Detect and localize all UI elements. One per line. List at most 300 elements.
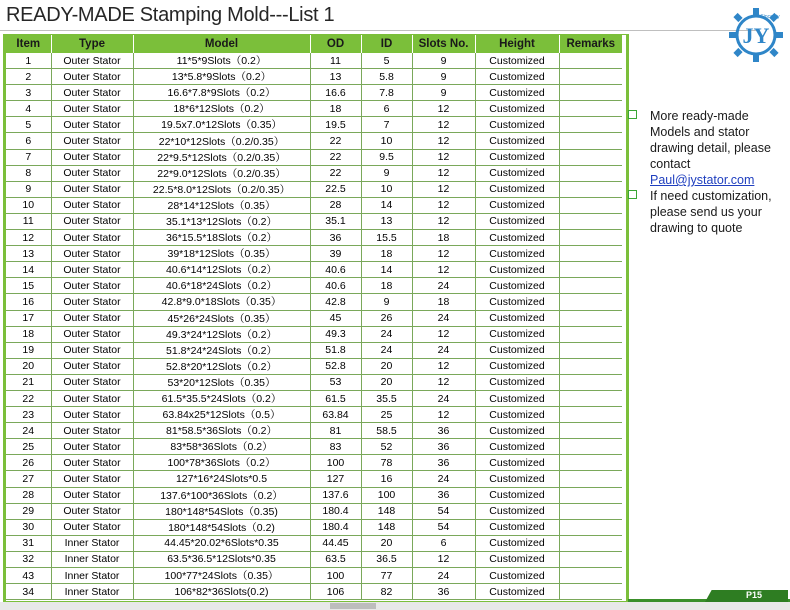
header-od: OD <box>310 35 361 53</box>
cell-slots: 12 <box>412 213 475 229</box>
cell-type: Outer Stator <box>51 278 133 294</box>
cell-od: 28 <box>310 197 361 213</box>
cell-od: 63.84 <box>310 407 361 423</box>
cell-id: 52 <box>361 439 412 455</box>
cell-type: Outer Stator <box>51 213 133 229</box>
cell-height: Customized <box>475 85 559 101</box>
cell-item: 4 <box>6 101 51 117</box>
page-number: P15 <box>746 590 763 600</box>
cell-type: Outer Stator <box>51 262 133 278</box>
cell-slots: 36 <box>412 487 475 503</box>
cell-slots: 12 <box>412 551 475 567</box>
cell-model: 40.6*18*24Slots（0.2） <box>133 278 310 294</box>
cell-remarks <box>559 326 622 342</box>
cell-id: 82 <box>361 584 412 600</box>
cell-id: 148 <box>361 519 412 535</box>
cell-slots: 12 <box>412 117 475 133</box>
cell-od: 35.1 <box>310 213 361 229</box>
header-model: Model <box>133 35 310 53</box>
cell-model: 28*14*12Slots（0.35） <box>133 197 310 213</box>
cell-item: 10 <box>6 197 51 213</box>
cell-height: Customized <box>475 551 559 567</box>
cell-model: 100*78*36Slots（0.2） <box>133 455 310 471</box>
cell-remarks <box>559 213 622 229</box>
table-row <box>6 213 622 229</box>
table-row <box>6 487 622 503</box>
cell-item: 30 <box>6 519 51 535</box>
cell-item: 29 <box>6 503 51 519</box>
cell-slots: 18 <box>412 230 475 246</box>
cell-height: Customized <box>475 294 559 310</box>
cell-od: 53 <box>310 374 361 390</box>
cell-remarks <box>559 278 622 294</box>
cell-remarks <box>559 310 622 326</box>
cell-item: 43 <box>6 568 51 584</box>
cell-type: Inner Stator <box>51 535 133 551</box>
header-item: Item <box>6 35 51 53</box>
cell-id: 25 <box>361 407 412 423</box>
cell-model: 51.8*24*24Slots（0.2） <box>133 342 310 358</box>
cell-od: 61.5 <box>310 390 361 406</box>
cell-type: Inner Stator <box>51 568 133 584</box>
cell-type: Inner Stator <box>51 551 133 567</box>
cell-remarks <box>559 535 622 551</box>
cell-height: Customized <box>475 133 559 149</box>
cell-remarks <box>559 471 622 487</box>
cell-remarks <box>559 294 622 310</box>
cell-type: Outer Stator <box>51 390 133 406</box>
cell-od: 100 <box>310 568 361 584</box>
table-row <box>6 503 622 519</box>
cell-model: 44.45*20.02*6Slots*0.35 <box>133 535 310 551</box>
table-row <box>6 568 622 584</box>
cell-height: Customized <box>475 310 559 326</box>
cell-height: Customized <box>475 487 559 503</box>
cell-type: Outer Stator <box>51 487 133 503</box>
cell-height: Customized <box>475 69 559 85</box>
cell-item: 2 <box>6 69 51 85</box>
cell-remarks <box>559 487 622 503</box>
cell-remarks <box>559 117 622 133</box>
cell-height: Customized <box>475 149 559 165</box>
cell-model: 52.8*20*12Slots（0.2） <box>133 358 310 374</box>
cell-slots: 9 <box>412 69 475 85</box>
cell-type: Outer Stator <box>51 519 133 535</box>
cell-height: Customized <box>475 53 559 69</box>
cell-height: Customized <box>475 246 559 262</box>
cell-od: 39 <box>310 246 361 262</box>
cell-remarks <box>559 519 622 535</box>
table-row <box>6 262 622 278</box>
cell-slots: 12 <box>412 197 475 213</box>
cell-id: 148 <box>361 503 412 519</box>
cell-remarks <box>559 181 622 197</box>
cell-slots: 12 <box>412 374 475 390</box>
cell-od: 22 <box>310 133 361 149</box>
cell-type: Outer Stator <box>51 471 133 487</box>
cell-model: 16.6*7.8*9Slots（0.2） <box>133 85 310 101</box>
cell-height: Customized <box>475 503 559 519</box>
cell-height: Customized <box>475 471 559 487</box>
cell-height: Customized <box>475 519 559 535</box>
table-row <box>6 358 622 374</box>
cell-od: 42.8 <box>310 294 361 310</box>
table-row <box>6 230 622 246</box>
cell-model: 22*9.0*12Slots（0.2/0.35） <box>133 165 310 181</box>
cell-id: 20 <box>361 358 412 374</box>
cell-height: Customized <box>475 262 559 278</box>
table-row <box>6 181 622 197</box>
cell-model: 100*77*24Slots（0.35） <box>133 568 310 584</box>
cell-id: 7.8 <box>361 85 412 101</box>
cell-id: 6 <box>361 101 412 117</box>
cell-id: 20 <box>361 535 412 551</box>
cell-item: 5 <box>6 117 51 133</box>
table-row <box>6 133 622 149</box>
cell-od: 52.8 <box>310 358 361 374</box>
cell-item: 21 <box>6 374 51 390</box>
mold-list-table <box>6 35 622 600</box>
cell-remarks <box>559 342 622 358</box>
cell-type: Outer Stator <box>51 455 133 471</box>
cell-model: 22.5*8.0*12Slots（0.2/0.35） <box>133 181 310 197</box>
cell-id: 20 <box>361 374 412 390</box>
cell-remarks <box>559 455 622 471</box>
cell-id: 18 <box>361 278 412 294</box>
cell-slots: 54 <box>412 519 475 535</box>
horizontal-scrollbar[interactable] <box>0 602 790 610</box>
cell-od: 180.4 <box>310 503 361 519</box>
cell-od: 18 <box>310 101 361 117</box>
cell-type: Outer Stator <box>51 165 133 181</box>
cell-type: Outer Stator <box>51 53 133 69</box>
cell-od: 100 <box>310 455 361 471</box>
cell-slots: 24 <box>412 278 475 294</box>
header-type: Type <box>51 35 133 53</box>
cell-model: 36*15.5*18Slots（0.2） <box>133 230 310 246</box>
cell-slots: 24 <box>412 310 475 326</box>
cell-item: 16 <box>6 294 51 310</box>
table-row <box>6 246 622 262</box>
cell-slots: 24 <box>412 342 475 358</box>
cell-remarks <box>559 358 622 374</box>
cell-remarks <box>559 230 622 246</box>
cell-item: 3 <box>6 85 51 101</box>
cell-type: Outer Stator <box>51 326 133 342</box>
cell-height: Customized <box>475 197 559 213</box>
cell-height: Customized <box>475 213 559 229</box>
header-height: Height <box>475 35 559 53</box>
cell-slots: 36 <box>412 584 475 600</box>
cell-type: Outer Stator <box>51 342 133 358</box>
cell-height: Customized <box>475 342 559 358</box>
cell-item: 31 <box>6 535 51 551</box>
cell-od: 81 <box>310 423 361 439</box>
cell-remarks <box>559 407 622 423</box>
cell-remarks <box>559 69 622 85</box>
table-row <box>6 342 622 358</box>
table-row <box>6 294 622 310</box>
cell-slots: 9 <box>412 53 475 69</box>
cell-id: 35.5 <box>361 390 412 406</box>
cell-slots: 18 <box>412 294 475 310</box>
cell-slots: 12 <box>412 262 475 278</box>
table-row <box>6 439 622 455</box>
cell-item: 9 <box>6 181 51 197</box>
cell-od: 180.4 <box>310 519 361 535</box>
cell-remarks <box>559 133 622 149</box>
cell-model: 63.84x25*12Slots（0.5） <box>133 407 310 423</box>
cell-item: 17 <box>6 310 51 326</box>
cell-id: 78 <box>361 455 412 471</box>
cell-item: 6 <box>6 133 51 149</box>
table-row <box>6 53 622 69</box>
cell-slots: 12 <box>412 407 475 423</box>
cell-od: 16.6 <box>310 85 361 101</box>
note-contact <box>628 108 788 188</box>
cell-model: 180*148*54Slots（0.2) <box>133 519 310 535</box>
cell-type: Outer Stator <box>51 101 133 117</box>
cell-slots: 24 <box>412 568 475 584</box>
cell-remarks <box>559 551 622 567</box>
cell-id: 9.5 <box>361 149 412 165</box>
cell-model: 81*58.5*36Slots（0.2） <box>133 423 310 439</box>
cell-type: Outer Stator <box>51 69 133 85</box>
cell-item: 15 <box>6 278 51 294</box>
cell-type: Outer Stator <box>51 374 133 390</box>
cell-slots: 24 <box>412 471 475 487</box>
cell-od: 22.5 <box>310 181 361 197</box>
cell-item: 12 <box>6 230 51 246</box>
cell-item: 34 <box>6 584 51 600</box>
cell-height: Customized <box>475 535 559 551</box>
cell-id: 15.5 <box>361 230 412 246</box>
table-row <box>6 471 622 487</box>
cell-model: 13*5.8*9Slots（0.2） <box>133 69 310 85</box>
table-row <box>6 374 622 390</box>
cell-remarks <box>559 584 622 600</box>
cell-id: 18 <box>361 246 412 262</box>
cell-od: 44.45 <box>310 535 361 551</box>
cell-od: 36 <box>310 230 361 246</box>
note-customization <box>628 188 788 236</box>
cell-od: 63.5 <box>310 551 361 567</box>
cell-item: 27 <box>6 471 51 487</box>
cell-type: Outer Stator <box>51 310 133 326</box>
cell-height: Customized <box>475 358 559 374</box>
cell-model: 83*58*36Slots（0.2） <box>133 439 310 455</box>
cell-remarks <box>559 246 622 262</box>
cell-od: 11 <box>310 53 361 69</box>
cell-model: 106*82*36Slots(0.2) <box>133 584 310 600</box>
cell-remarks <box>559 262 622 278</box>
cell-type: Outer Stator <box>51 85 133 101</box>
logo-ring-text: Sincerity <box>760 14 780 20</box>
cell-height: Customized <box>475 326 559 342</box>
mold-list-table-container <box>3 34 629 602</box>
cell-id: 10 <box>361 133 412 149</box>
cell-id: 5 <box>361 53 412 69</box>
note-contact-text: More ready-made Models and stator drawing detail, please contact <box>650 109 771 171</box>
cell-slots: 24 <box>412 390 475 406</box>
cell-id: 14 <box>361 262 412 278</box>
cell-od: 22 <box>310 149 361 165</box>
cell-item: 23 <box>6 407 51 423</box>
cell-type: Outer Stator <box>51 197 133 213</box>
cell-od: 127 <box>310 471 361 487</box>
cell-item: 1 <box>6 53 51 69</box>
cell-slots: 36 <box>412 423 475 439</box>
cell-type: Outer Stator <box>51 230 133 246</box>
table-row <box>6 278 622 294</box>
cell-item: 19 <box>6 342 51 358</box>
cell-id: 10 <box>361 181 412 197</box>
cell-height: Customized <box>475 407 559 423</box>
cell-model: 18*6*12Slots（0.2） <box>133 101 310 117</box>
table-row <box>6 149 622 165</box>
cell-height: Customized <box>475 439 559 455</box>
table-row <box>6 551 622 567</box>
cell-model: 63.5*36.5*12Slots*0.35 <box>133 551 310 567</box>
cell-item: 26 <box>6 455 51 471</box>
cell-model: 61.5*35.5*24Slots（0.2） <box>133 390 310 406</box>
cell-model: 53*20*12Slots（0.35） <box>133 374 310 390</box>
table-row <box>6 423 622 439</box>
header-slots: Slots No. <box>412 35 475 53</box>
cell-remarks <box>559 439 622 455</box>
cell-height: Customized <box>475 390 559 406</box>
table-row <box>6 85 622 101</box>
cell-od: 137.6 <box>310 487 361 503</box>
cell-item: 13 <box>6 246 51 262</box>
cell-od: 40.6 <box>310 262 361 278</box>
cell-od: 22 <box>310 165 361 181</box>
cell-remarks <box>559 423 622 439</box>
scrollbar-thumb[interactable] <box>330 603 376 609</box>
cell-id: 14 <box>361 197 412 213</box>
cell-type: Outer Stator <box>51 133 133 149</box>
cell-item: 32 <box>6 551 51 567</box>
cell-type: Outer Stator <box>51 117 133 133</box>
cell-od: 45 <box>310 310 361 326</box>
note-customization-text: If need customization, please send us your drawing to quote <box>650 189 772 235</box>
cell-height: Customized <box>475 101 559 117</box>
table-row <box>6 584 622 600</box>
cell-height: Customized <box>475 181 559 197</box>
table-body <box>6 53 622 600</box>
cell-slots: 12 <box>412 165 475 181</box>
table-row <box>6 165 622 181</box>
table-row <box>6 326 622 342</box>
cell-type: Outer Stator <box>51 439 133 455</box>
cell-od: 106 <box>310 584 361 600</box>
cell-height: Customized <box>475 165 559 181</box>
header-remarks: Remarks <box>559 35 622 53</box>
cell-slots: 36 <box>412 455 475 471</box>
cell-slots: 12 <box>412 181 475 197</box>
cell-id: 16 <box>361 471 412 487</box>
table-row <box>6 117 622 133</box>
header-id: ID <box>361 35 412 53</box>
cell-id: 13 <box>361 213 412 229</box>
contact-email-link[interactable]: Paul@jystator.com <box>650 173 755 187</box>
cell-model: 35.1*13*12Slots（0.2） <box>133 213 310 229</box>
cell-type: Inner Stator <box>51 584 133 600</box>
cell-remarks <box>559 165 622 181</box>
cell-od: 13 <box>310 69 361 85</box>
cell-type: Outer Stator <box>51 423 133 439</box>
cell-height: Customized <box>475 230 559 246</box>
table-header-row <box>6 35 622 53</box>
cell-type: Outer Stator <box>51 149 133 165</box>
cell-item: 24 <box>6 423 51 439</box>
cell-model: 49.3*24*12Slots（0.2） <box>133 326 310 342</box>
table-row <box>6 197 622 213</box>
cell-id: 9 <box>361 165 412 181</box>
cell-type: Outer Stator <box>51 246 133 262</box>
table-row <box>6 69 622 85</box>
cell-model: 42.8*9.0*18Slots（0.35） <box>133 294 310 310</box>
cell-remarks <box>559 149 622 165</box>
cell-id: 36.5 <box>361 551 412 567</box>
cell-remarks <box>559 101 622 117</box>
cell-remarks <box>559 568 622 584</box>
square-bullet-icon <box>628 110 637 119</box>
cell-id: 9 <box>361 294 412 310</box>
cell-type: Outer Stator <box>51 294 133 310</box>
table-row <box>6 535 622 551</box>
cell-model: 127*16*24Slots*0.5 <box>133 471 310 487</box>
cell-item: 20 <box>6 358 51 374</box>
cell-model: 40.6*14*12Slots（0.2） <box>133 262 310 278</box>
cell-height: Customized <box>475 117 559 133</box>
table-row <box>6 519 622 535</box>
table-row <box>6 310 622 326</box>
cell-item: 11 <box>6 213 51 229</box>
cell-type: Outer Stator <box>51 181 133 197</box>
cell-od: 19.5 <box>310 117 361 133</box>
cell-od: 83 <box>310 439 361 455</box>
cell-height: Customized <box>475 423 559 439</box>
cell-slots: 6 <box>412 535 475 551</box>
cell-height: Customized <box>475 374 559 390</box>
cell-type: Outer Stator <box>51 358 133 374</box>
cell-type: Outer Stator <box>51 503 133 519</box>
title-divider <box>0 30 760 31</box>
cell-od: 49.3 <box>310 326 361 342</box>
cell-item: 22 <box>6 390 51 406</box>
cell-model: 22*9.5*12Slots（0.2/0.35） <box>133 149 310 165</box>
cell-remarks <box>559 503 622 519</box>
cell-model: 180*148*54Slots（0.35) <box>133 503 310 519</box>
cell-id: 5.8 <box>361 69 412 85</box>
cell-remarks <box>559 53 622 69</box>
cell-slots: 12 <box>412 133 475 149</box>
cell-id: 100 <box>361 487 412 503</box>
cell-remarks <box>559 374 622 390</box>
cell-id: 24 <box>361 342 412 358</box>
page-title: READY-MADE Stamping Mold---List 1 <box>6 4 335 26</box>
cell-item: 14 <box>6 262 51 278</box>
cell-height: Customized <box>475 455 559 471</box>
cell-slots: 9 <box>412 85 475 101</box>
cell-item: 18 <box>6 326 51 342</box>
cell-remarks <box>559 197 622 213</box>
cell-height: Customized <box>475 584 559 600</box>
cell-remarks <box>559 85 622 101</box>
table-row <box>6 390 622 406</box>
cell-id: 26 <box>361 310 412 326</box>
